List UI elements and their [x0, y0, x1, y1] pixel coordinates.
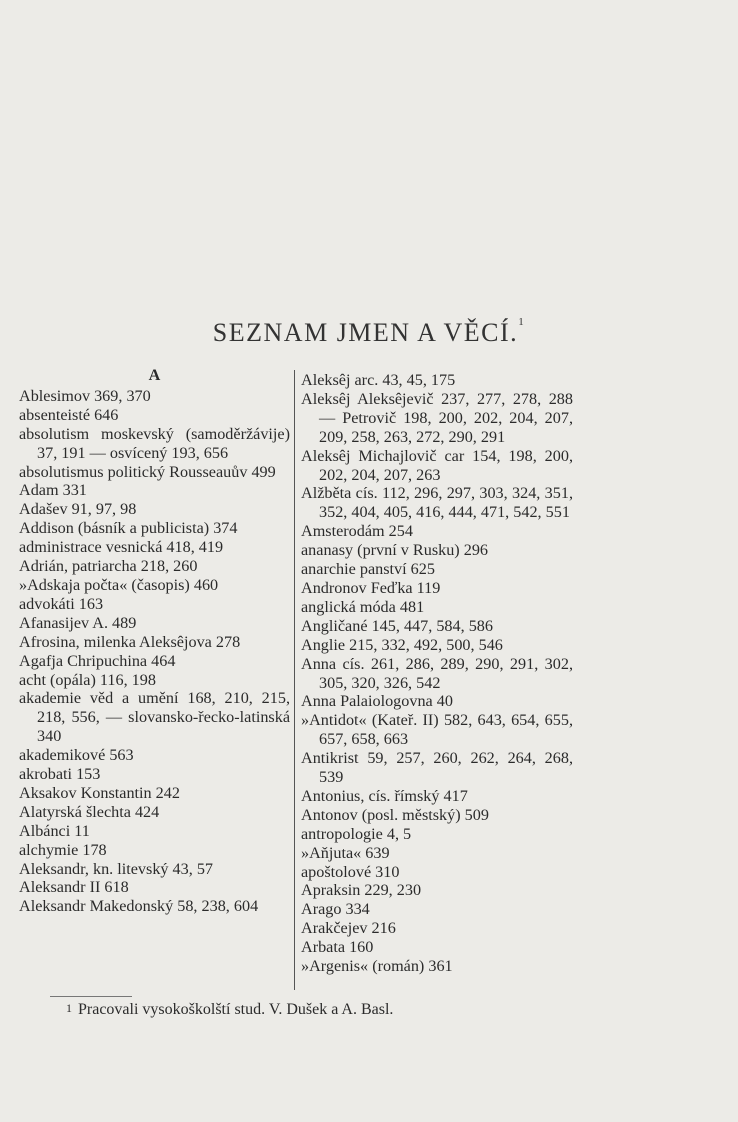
index-column-left: [19, 366, 290, 916]
index-entry: akademikové 563: [19, 746, 134, 765]
index-entry: Aleksêj Michajlovič car 154, 198, 200, 202, 204, 207, 263: [301, 446, 573, 484]
column-divider: [294, 370, 295, 990]
right-entries: [301, 371, 573, 976]
index-entry: Arago 334: [301, 900, 370, 919]
index-entry: acht (opála) 116, 198: [19, 670, 156, 689]
index-entry: Adrián, patriarcha 218, 260: [19, 557, 198, 576]
index-entry: Amsterodám 254: [301, 522, 413, 541]
index-entry: administrace vesnická 418, 419: [19, 538, 224, 557]
index-column-right: [301, 371, 573, 976]
index-entry: Antonov (posl. městský) 509: [301, 805, 489, 824]
index-entry: ananasy (první v Rusku) 296: [301, 541, 489, 560]
index-entry: Afrosina, milenka Aleksêjova 278: [19, 632, 241, 651]
index-entry: Arakčejev 216: [301, 919, 396, 938]
index-entry: Andronov Feďka 119: [301, 578, 441, 597]
index-entry: alchymie 178: [19, 840, 107, 859]
index-entry: Afanasijev A. 489: [19, 613, 137, 632]
index-entry: »Aňjuta« 639: [301, 843, 390, 862]
footnote-text: Pracovali vysokoškolští stud. V. Dušek a A. Basl.: [78, 1001, 394, 1018]
index-entry: Alatyrská šlechta 424: [19, 802, 160, 821]
index-entry: apoštolové 310: [301, 862, 400, 881]
footnote-mark: 1: [66, 1001, 72, 1015]
index-entry: Addison (básník a publicista) 374: [19, 519, 238, 538]
index-entry: Antonius, cís. římský 417: [301, 786, 468, 805]
index-entry: Anglie 215, 332, 492, 500, 546: [301, 635, 503, 654]
index-entry: Adašev 91, 97, 98: [19, 500, 137, 519]
index-entry: Alžběta cís. 112, 296, 297, 303, 324, 351, 352, 404, 405, 416, 444, 471, 542, 551: [301, 484, 573, 522]
index-entry: Anna cís. 261, 286, 289, 290, 291, 302, 305, 320, 326, 542: [301, 654, 573, 692]
index-entry: Albánci 11: [19, 821, 90, 840]
index-entry: Aksakov Konstantin 242: [19, 783, 180, 802]
page-title-text: SEZNAM JMEN A VĚCÍ.: [212, 318, 519, 347]
index-entry: Aleksandr II 618: [19, 878, 129, 897]
footnote-rule: [50, 996, 132, 997]
index-entry: Aleksandr Makedonský 58, 238, 604: [19, 897, 259, 916]
index-entry: »Adskaja počta« (časopis) 460: [19, 575, 219, 594]
index-entry: Angličané 145, 447, 584, 586: [301, 616, 493, 635]
index-entry: »Argenis« (román) 361: [301, 957, 453, 976]
index-entry: Adam 331: [19, 481, 87, 500]
title-footnote-mark: 1: [518, 316, 526, 328]
index-entry: anarchie panství 625: [301, 560, 435, 579]
index-entry: Ablesimov 369, 370: [19, 386, 151, 405]
index-entry: Arbata 160: [301, 938, 374, 957]
left-entries: [19, 387, 290, 916]
index-entry: absolutism moskevský (samoděržávije) 37, 191 — osvícený 193, 656: [19, 424, 290, 462]
page-title: [0, 318, 738, 348]
index-entry: Antikrist 59, 257, 260, 262, 264, 268, 539: [301, 749, 573, 787]
index-entry: Aleksandr, kn. litevský 43, 57: [19, 859, 214, 878]
index-entry: akrobati 153: [19, 765, 101, 784]
footnote: [66, 1001, 393, 1019]
index-entry: Agafja Chripuchina 464: [19, 651, 176, 670]
index-entry: Aleksêj arc. 43, 45, 175: [301, 371, 456, 389]
index-entry: absenteisté 646: [19, 405, 119, 424]
index-entry: antropologie 4, 5: [301, 824, 412, 843]
index-entry: Anna Palaiologovna 40: [301, 692, 453, 711]
index-entry: absolutismus politický Rousseauův 499: [19, 462, 276, 481]
index-entry: anglická móda 481: [301, 597, 425, 616]
index-entry: akademie věd a umění 168, 210, 215, 218, 556, — slovansko-řecko-latinská 340: [19, 689, 290, 746]
section-letter: A: [148, 366, 161, 384]
index-entry: advokáti 163: [19, 594, 104, 613]
index-entry: Apraksin 229, 230: [301, 881, 422, 900]
index-entry: Aleksêj Aleksêjevič 237, 277, 278, 288 — Petrovič 198, 200, 202, 204, 207, 209, 258, 263, 272, 290, 291: [301, 389, 573, 446]
index-entry: »Antidot« (Kateř. II) 582, 643, 654, 655, 657, 658, 663: [301, 711, 573, 749]
